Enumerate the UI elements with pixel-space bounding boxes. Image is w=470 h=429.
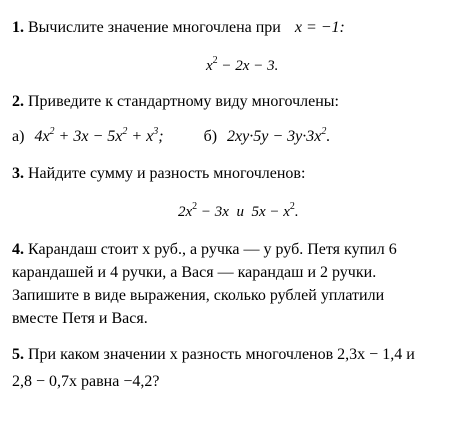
question-5-number: 5. — [12, 346, 24, 363]
question-4-line-2: карандашей и 4 ручки, а Вася — карандаш и 2 ручки. — [12, 264, 377, 281]
question-2b-label: б) — [203, 128, 218, 145]
question-3-expression: $2x^2 - 3x$ и $5x - x^2$. — [178, 201, 299, 220]
question-4-line-4: вместе Петя и Вася. — [12, 310, 148, 327]
question-1-text: Вычислите значение многочлена при — [28, 19, 281, 36]
question-5-line-2: 2,8 − 0,7x равна −4,2? — [12, 373, 160, 390]
question-3 — [12, 164, 305, 184]
question-1-expression: $x^2 - 2x - 3$. — [206, 55, 279, 74]
question-1 — [12, 18, 345, 38]
question-5-line-1: 5. При каком значении x разность многочленов 2,3x − 1,4 и — [12, 346, 415, 363]
question-2a-expression: $4x^2 + 3x - 5x^2 + x^3$; — [34, 126, 164, 145]
question-2-number: 2. — [12, 93, 24, 110]
question-2a-label: а) — [12, 128, 25, 145]
question-2b-expression: $2xy\cdot 5y - 3y\cdot 3x^2$. — [227, 126, 331, 145]
question-3-text: Найдите сумму и разность многочленов: — [28, 165, 306, 182]
question-4-line-3: Запишите в виде выражения, сколько рублей уплатили — [12, 287, 385, 304]
question-2-items — [12, 127, 330, 147]
question-2-text: Приведите к стандартному виду многочлены: — [28, 93, 339, 110]
question-2 — [12, 92, 339, 112]
question-4-line-1: 4. Карандаш стоит x руб., а ручка — y руб. Петя купил 6 — [12, 241, 397, 258]
question-4-number: 4. — [12, 241, 24, 258]
question-3-number: 3. — [12, 165, 24, 182]
question-1-condition: x = −1: — [294, 19, 345, 36]
question-1-number: 1. — [12, 19, 24, 36]
